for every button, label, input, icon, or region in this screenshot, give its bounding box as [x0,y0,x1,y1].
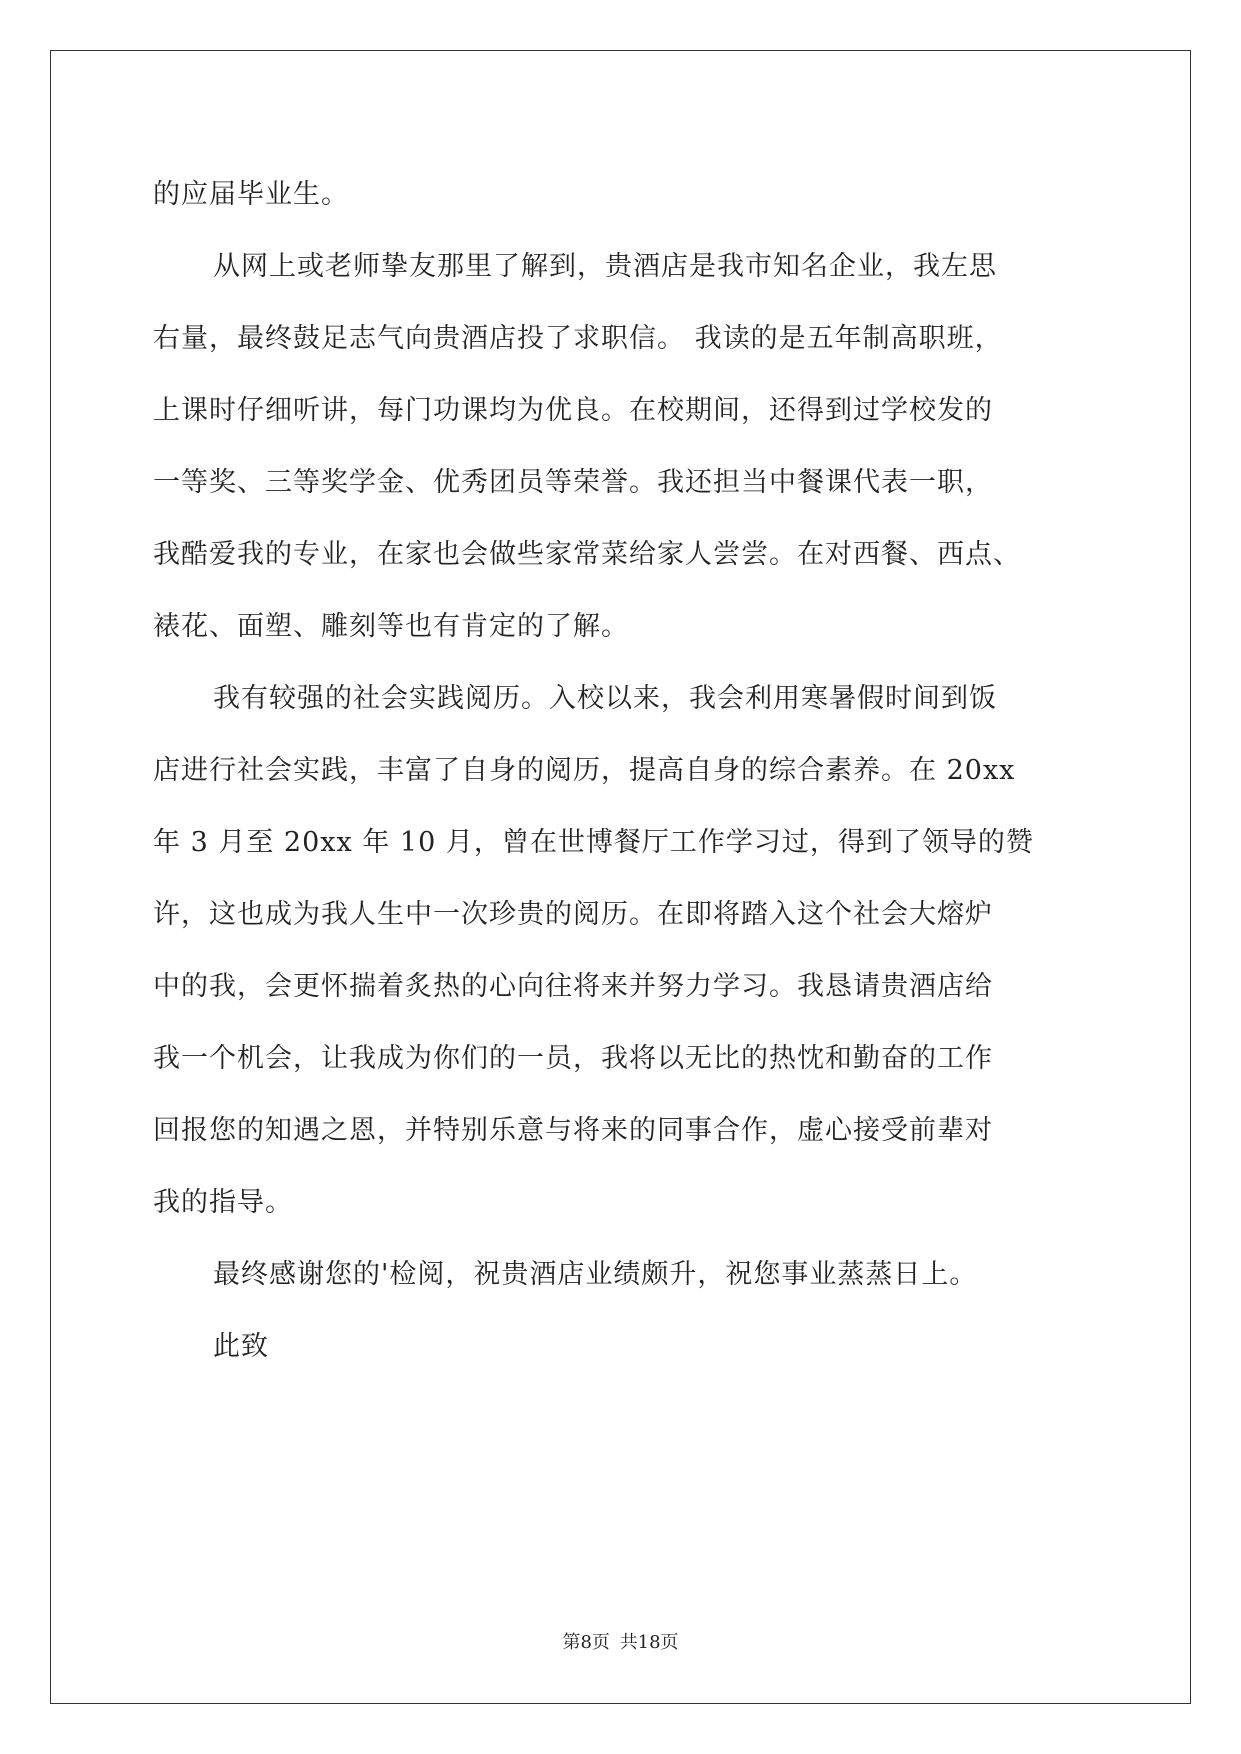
text-line: 裱花、面塑、雕刻等也有肯定的了解。 [153,611,629,642]
text-line: 我有较强的社会实践阅历。入校以来，我会利用寒暑假时间到饭 [213,683,997,714]
text-line: 此致 [213,1331,269,1362]
text-line: 回报您的知遇之恩，并特别乐意与将来的同事合作，虚心接受前辈对 [153,1115,993,1146]
text-line: 的应届毕业生。 [153,179,349,210]
page-total: 共18页 [619,1632,679,1653]
text-line: 一等奖、三等奖学金、优秀团员等荣誉。我还担当中餐课代表一职， [153,467,993,498]
text-line: 许，这也成为我人生中一次珍贵的阅历。在即将踏入这个社会大熔炉 [153,899,993,930]
page-number: 第8页 [562,1632,610,1653]
text-line: 中的我，会更怀揣着炙热的心向往将来并努力学习。我恳请贵酒店给 [153,971,993,1002]
text-line: 右量，最终鼓足志气向贵酒店投了求职信。 我读的是五年制高职班， [153,323,1003,354]
text-line: 年 3 月至 20xx 年 10 月，曾在世博餐厅工作学习过，得到了领导的赞 [153,827,1034,858]
text-line: 上课时仔细听讲，每门功课均为优良。在校期间，还得到过学校发的 [153,395,993,426]
text-line: 我一个机会，让我成为你们的一员，我将以无比的热忱和勤奋的工作 [153,1043,993,1074]
text-line: 我酷爱我的专业，在家也会做些家常菜给家人尝尝。在对西餐、西点、 [153,539,1021,570]
page-border [50,50,1191,1704]
text-line: 我的指导。 [153,1187,293,1218]
page-footer [0,1628,1241,1654]
text-line: 从网上或老师挚友那里了解到，贵酒店是我市知名企业，我左思 [213,251,997,282]
text-line: 最终感谢您的'检阅，祝贵酒店业绩颇升，祝您事业蒸蒸日上。 [213,1259,978,1290]
text-line: 店进行社会实践，丰富了自身的阅历，提高自身的综合素养。在 20xx [153,755,1016,786]
